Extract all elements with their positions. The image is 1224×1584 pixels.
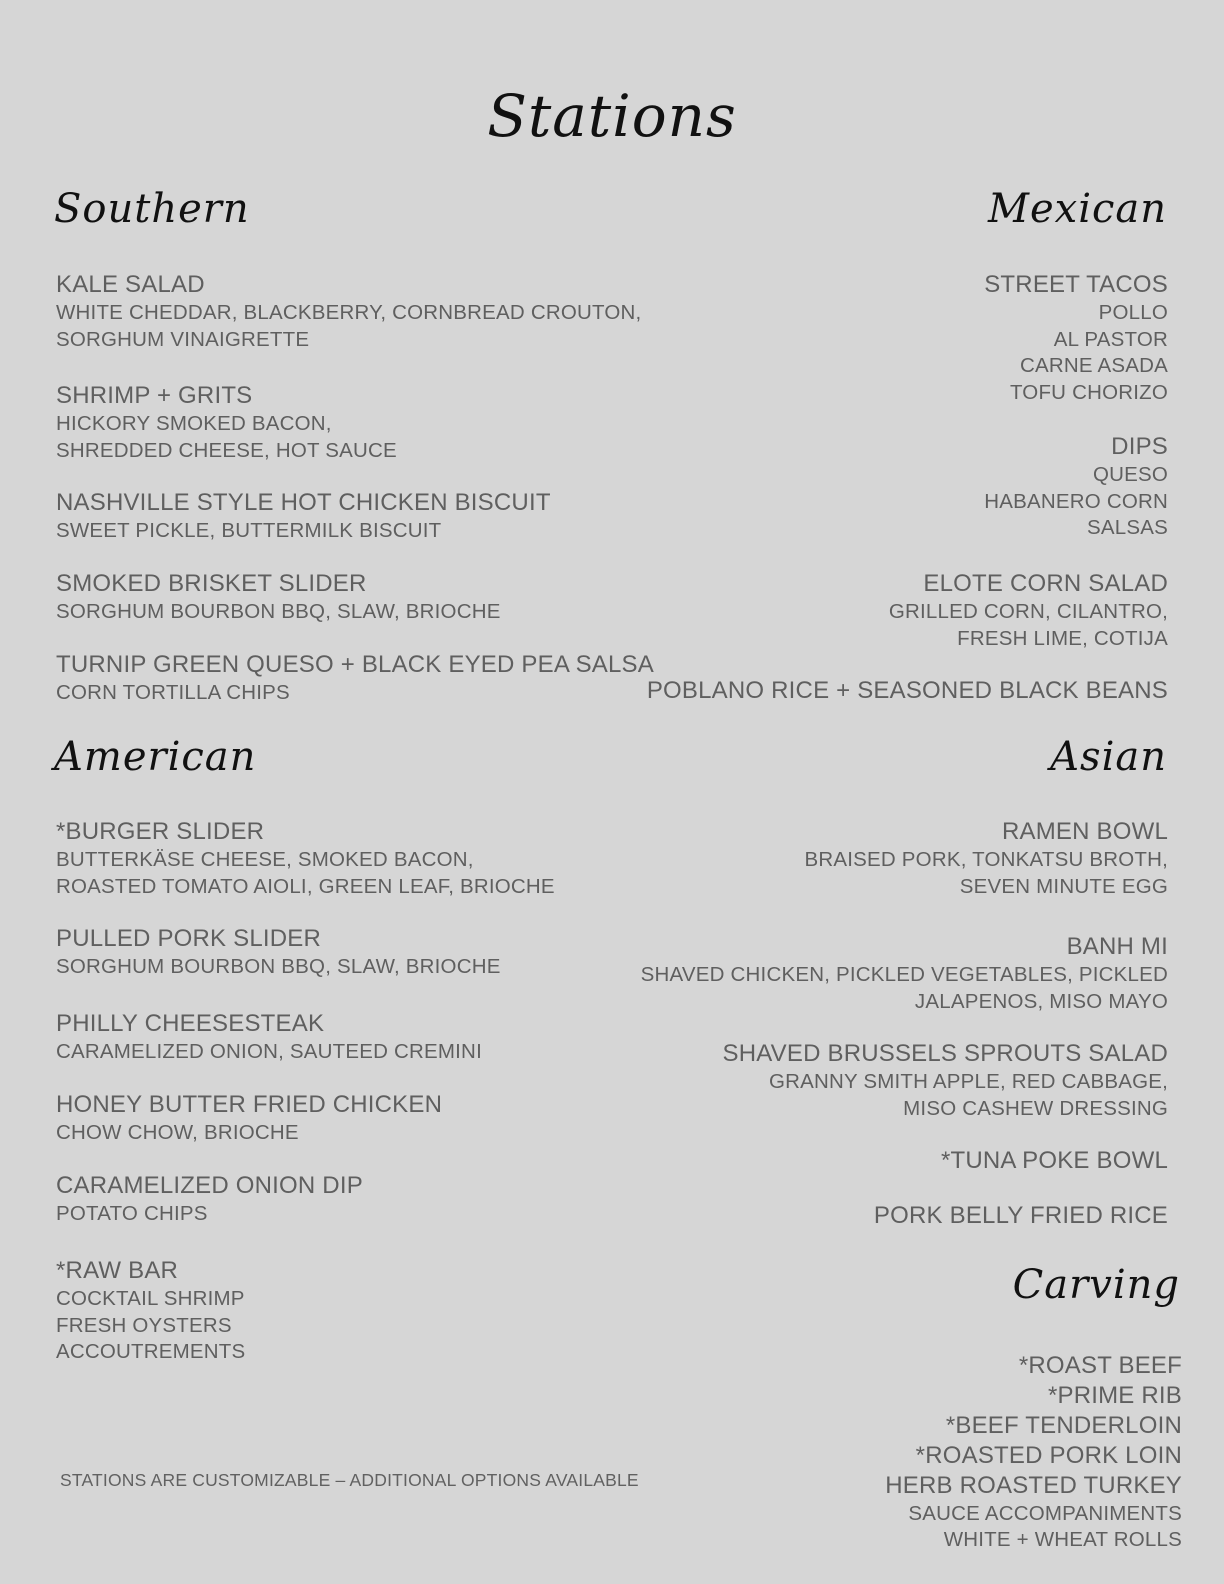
- item-desc: SORGHUM BOURBON BBQ, SLAW, BRIOCHE: [56, 600, 501, 623]
- item-desc: ACCOUTREMENTS: [56, 1340, 246, 1363]
- item-name: *BURGER SLIDER: [56, 818, 265, 845]
- section-heading-asian: Asian: [1050, 734, 1167, 780]
- item-desc: GRANNY SMITH APPLE, RED CABBAGE,: [768, 1070, 1168, 1093]
- item-name: ELOTE CORN SALAD: [923, 570, 1168, 597]
- menu-item: [56, 1090, 442, 1147]
- menu-item: [56, 817, 555, 900]
- section-heading-american: American: [54, 734, 257, 780]
- item-name: *BEEF TENDERLOIN: [945, 1412, 1182, 1439]
- item-desc: HICKORY SMOKED BACON,: [56, 412, 332, 435]
- item-name: POBLANO RICE + SEASONED BLACK BEANS: [646, 677, 1168, 704]
- item-name: DIPS: [1111, 433, 1168, 460]
- menu-item: [56, 488, 551, 545]
- item-desc: CORN TORTILLA CHIPS: [56, 681, 290, 704]
- menu-item: [56, 381, 397, 464]
- section-heading-mexican: Mexican: [988, 186, 1167, 232]
- item-desc: CARNE ASADA: [1019, 354, 1168, 377]
- item-name: PORK BELLY FRIED RICE: [873, 1202, 1168, 1229]
- item-desc: BUTTERKÄSE CHEESE, SMOKED BACON,: [56, 848, 474, 871]
- menu-item: [889, 569, 1168, 652]
- item-name: BANH MI: [1066, 933, 1168, 960]
- menu-item: [723, 1039, 1169, 1122]
- item-name: TURNIP GREEN QUESO + BLACK EYED PEA SALSA: [56, 651, 654, 678]
- menu-item: [641, 932, 1168, 1015]
- item-name: *TUNA POKE BOWL: [940, 1147, 1168, 1174]
- item-desc: TOFU CHORIZO: [1009, 380, 1168, 404]
- item-name: *ROAST BEEF: [1018, 1352, 1182, 1379]
- item-desc: FRESH OYSTERS: [56, 1313, 232, 1337]
- menu-item: [984, 432, 1168, 542]
- item-desc: AL PASTOR: [1053, 327, 1168, 351]
- menu-item: [56, 270, 641, 353]
- item-desc: WHITE CHEDDAR, BLACKBERRY, CORNBREAD CROUTON,: [56, 301, 642, 324]
- menu-item: [941, 1146, 1168, 1176]
- menu-item: [984, 270, 1168, 406]
- item-name: PULLED PORK SLIDER: [56, 925, 322, 952]
- item-desc: SORGHUM BOURBON BBQ, SLAW, BRIOCHE: [56, 955, 501, 978]
- item-name: HERB ROASTED TURKEY: [885, 1472, 1182, 1499]
- item-desc: QUESO: [1092, 463, 1168, 486]
- menu-item: [805, 817, 1168, 900]
- item-name: CARAMELIZED ONION DIP: [56, 1172, 363, 1199]
- item-desc: CARAMELIZED ONION, SAUTEED CREMINI: [56, 1040, 482, 1063]
- menu-item: [647, 676, 1168, 706]
- item-desc: SALSAS: [1087, 516, 1168, 539]
- item-desc: FRESH LIME, COTIJA: [957, 626, 1168, 650]
- menu-item: [56, 650, 654, 707]
- item-desc: JALAPENOS, MISO MAYO: [914, 989, 1168, 1013]
- item-name: STREET TACOS: [984, 271, 1168, 298]
- menu-item: [56, 1256, 245, 1366]
- item-name: RAMEN BOWL: [1001, 818, 1168, 845]
- item-desc: POTATO CHIPS: [56, 1202, 208, 1225]
- page-title: Stations: [487, 82, 737, 150]
- menu-item: [885, 1351, 1182, 1553]
- menu-item: [56, 1009, 482, 1066]
- menu-item: [56, 569, 501, 626]
- item-desc: SWEET PICKLE, BUTTERMILK BISCUIT: [56, 519, 442, 542]
- item-desc: HABANERO CORN: [984, 489, 1168, 513]
- section-heading-southern: Southern: [54, 186, 250, 232]
- item-desc: COCKTAIL SHRIMP: [56, 1287, 245, 1310]
- item-name: KALE SALAD: [56, 271, 205, 298]
- item-desc: ROASTED TOMATO AIOLI, GREEN LEAF, BRIOCHE: [56, 874, 555, 898]
- item-desc: WHITE + WHEAT ROLLS: [943, 1528, 1182, 1551]
- item-desc: SHAVED CHICKEN, PICKLED VEGETABLES, PICKLED: [640, 963, 1168, 986]
- item-desc: GRILLED CORN, CILANTRO,: [888, 600, 1168, 623]
- item-name: PHILLY CHEESESTEAK: [56, 1010, 325, 1037]
- item-name: *PRIME RIB: [1047, 1382, 1182, 1409]
- item-name: NASHVILLE STYLE HOT CHICKEN BISCUIT: [56, 489, 551, 516]
- item-name: HONEY BUTTER FRIED CHICKEN: [56, 1091, 443, 1118]
- item-desc: SHREDDED CHEESE, HOT SAUCE: [56, 438, 397, 462]
- item-desc: MISO CASHEW DRESSING: [903, 1096, 1168, 1120]
- menu-item: [56, 1171, 363, 1228]
- item-desc: POLLO: [1098, 301, 1168, 324]
- item-desc: SEVEN MINUTE EGG: [959, 874, 1168, 898]
- item-desc: SORGHUM VINAIGRETTE: [56, 327, 310, 351]
- item-desc: BRAISED PORK, TONKATSU BROTH,: [804, 848, 1168, 871]
- item-desc: SAUCE ACCOMPANIMENTS: [908, 1502, 1182, 1525]
- item-name: SHAVED BRUSSELS SPROUTS SALAD: [722, 1040, 1168, 1067]
- item-desc: CHOW CHOW, BRIOCHE: [56, 1121, 299, 1144]
- item-name: *RAW BAR: [56, 1257, 179, 1284]
- item-name: *ROASTED PORK LOIN: [915, 1442, 1182, 1469]
- menu-item: [56, 924, 501, 981]
- section-heading-carving: Carving: [1012, 1262, 1180, 1308]
- item-name: SHRIMP + GRITS: [56, 382, 253, 409]
- item-name: SMOKED BRISKET SLIDER: [56, 570, 367, 597]
- footnote: STATIONS ARE CUSTOMIZABLE – ADDITIONAL OPTIONS AVAILABLE: [60, 1470, 639, 1490]
- menu-item: [874, 1201, 1168, 1231]
